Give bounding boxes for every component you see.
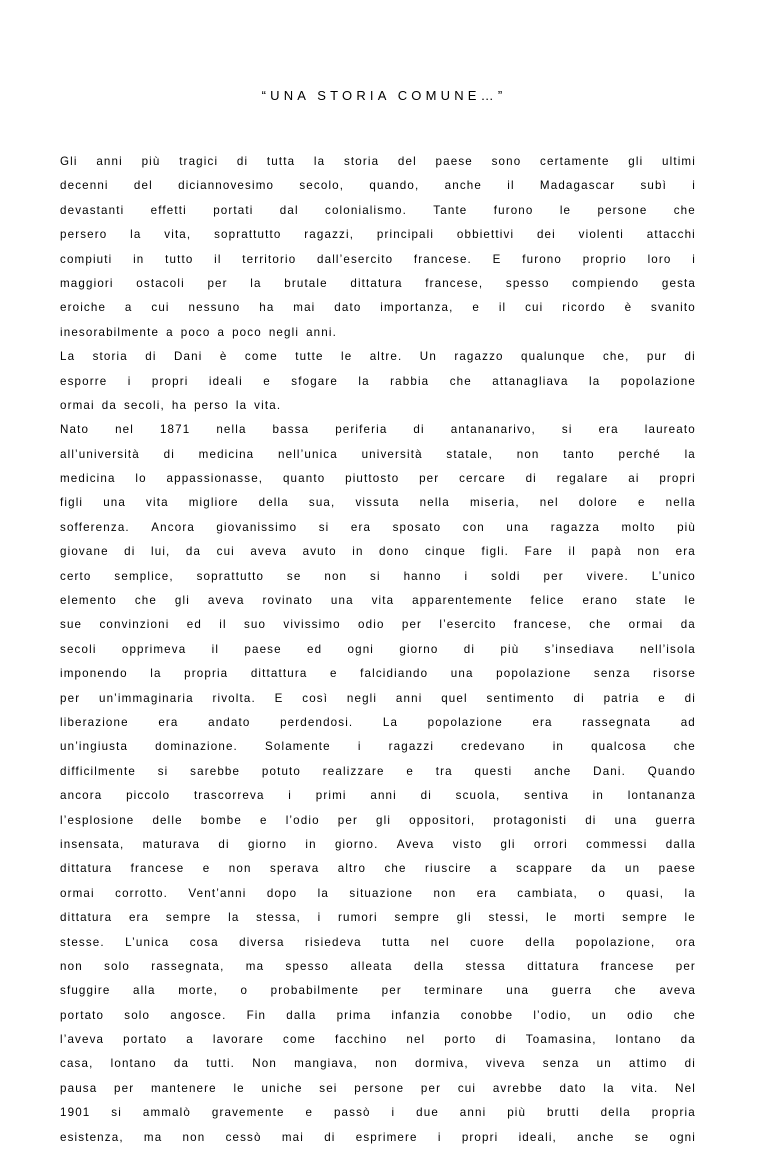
text-line: l’esplosione delle bombe e l’odio per gli oppositori, protagonisti di una guerra (60, 813, 696, 827)
text-line: dittatura francese e non sperava altro che riuscire a scappare da un paese (60, 862, 696, 876)
text-line: esistenza, ma non cessò mai di esprimere i propri ideali, anche se ogni (60, 1130, 696, 1144)
text-line: l’aveva portato a lavorare come facchino nel porto di Toamasina, lontano da (60, 1033, 696, 1047)
text-line: certo semplice, soprattutto se non si hanno i soldi per vivere. L’unico (60, 569, 696, 583)
text-line: all’università di medicina nell’unica università statale, non tanto perché la (60, 447, 696, 461)
text-line: La storia di Dani è come tutte le altre. Un ragazzo qualunque che, pur di (60, 350, 696, 364)
document-title: “UNA STORIA COMUNE…” (261, 88, 507, 103)
text-line: Nato nel 1871 nella bassa periferia di antananarivo, si era laureato (60, 423, 696, 437)
text-line: dittatura era sempre la stessa, i rumori sempre gli stessi, le morti sempre le (60, 911, 696, 925)
text-line: un’ingiusta dominazione. Solamente i ragazzi credevano in qualcosa che (60, 740, 696, 754)
text-line: ormai da secoli, ha perso la vita. (60, 398, 282, 412)
text-line: secoli opprimeva il paese ed ogni giorno di più s’insediava nell’isola (60, 642, 696, 656)
document-body (60, 150, 696, 1150)
text-line: inesorabilmente a poco a poco negli anni. (60, 325, 337, 339)
text-line: imponendo la propria dittattura e falcidiando una popolazione senza risorse (60, 667, 696, 681)
text-line: Gli anni più tragici di tutta la storia del paese sono certamente gli ultimi (60, 155, 696, 168)
text-line: devastanti effetti portati dal colonialismo. Tante furono le persone che (60, 203, 696, 217)
text-line: giovane di lui, da cui aveva avuto in dono cinque figli. Fare il papà non era (60, 545, 696, 559)
text-line: casa, lontano da tutti. Non mangiava, non dormiva, viveva senza un attimo di (60, 1057, 696, 1071)
text-line: non solo rassegnata, ma spesso alleata della stessa dittatura francese per (60, 959, 696, 973)
text-line: ormai corrotto. Vent’anni dopo la situazione non era cambiata, o quasi, la (60, 886, 696, 900)
text-line: insensata, maturava di giorno in giorno. Aveva visto gli orrori commessi dalla (60, 837, 696, 851)
text-line: sfuggire alla morte, o probabilmente per terminare una guerra che aveva (60, 984, 696, 998)
text-line: compiuti in tutto il territorio dall’esercito francese. E furono proprio loro i (60, 252, 696, 266)
text-line: difficilmente si sarebbe potuto realizzare e tra questi anche Dani. Quando (60, 764, 696, 778)
text-line: maggiori ostacoli per la brutale dittatura francese, spesso compiendo gesta (60, 276, 696, 290)
text-line: sue convinzioni ed il suo vivissimo odio per l’esercito francese, che ormai da (60, 618, 696, 632)
text-line: 1901 si ammalò gravemente e passò i due anni più brutti della propria (60, 1106, 696, 1120)
text-line: stesse. L’unica cosa diversa risiedeva tutta nel cuore della popolazione, ora (60, 935, 696, 949)
text-line: persero la vita, soprattutto ragazzi, principali obbiettivi dei violenti attacchi (60, 228, 696, 242)
text-line: portato solo angosce. Fin dalla prima infanzia conobbe l’odio, un odio che (60, 1008, 696, 1022)
text-line: eroiche a cui nessuno ha mai dato importanza, e il cui ricordo è svanito (60, 301, 696, 315)
text-line: decenni del diciannovesimo secolo, quando, anche il Madagascar subì i (60, 179, 696, 193)
text-line: per un’immaginaria rivolta. E così negli anni quel sentimento di patria e di (60, 691, 696, 705)
text-line: liberazione era andato perdendosi. La popolazione era rassegnata ad (60, 715, 696, 729)
text-line: ancora piccolo trascorreva i primi anni di scuola, sentiva in lontananza (60, 789, 696, 803)
text-line: elemento che gli aveva rovinato una vita apparentemente felice erano state le (60, 594, 696, 608)
text-line: esporre i propri ideali e sfogare la rabbia che attanagliava la popolazione (60, 374, 696, 388)
text-line: pausa per mantenere le uniche sei persone per cui avrebbe dato la vita. Nel (60, 1081, 696, 1095)
text-line: figli una vita migliore della sua, vissuta nella miseria, nel dolore e nella (60, 496, 696, 510)
text-line: medicina lo appassionasse, quanto piuttosto per cercare di regalare ai propri (60, 472, 696, 486)
text-line: sofferenza. Ancora giovanissimo si era sposato con una ragazza molto più (60, 520, 696, 534)
